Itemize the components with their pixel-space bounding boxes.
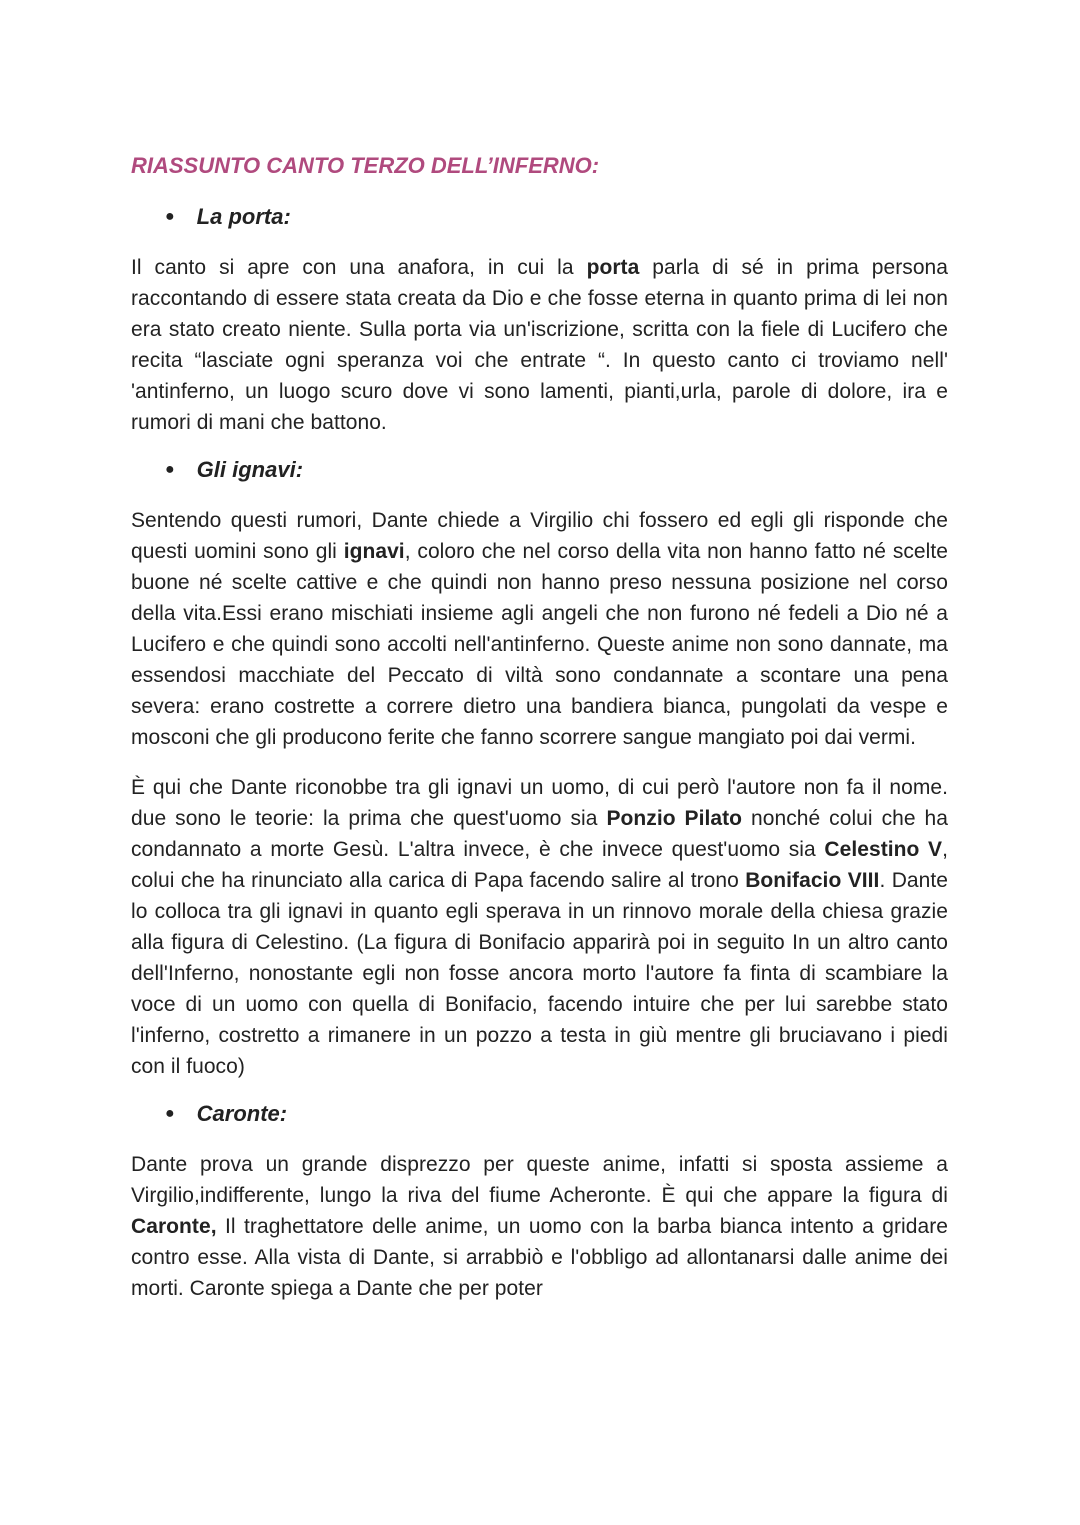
text-run: È qui che Dante riconobbe tra gli ignavi un uomo, di cui però l'autore non fa il nome. due sono le teorie: la prima che quest'uomo sia <box>131 776 948 830</box>
section-heading <box>165 201 948 232</box>
document-body <box>131 201 948 1304</box>
paragraph <box>131 252 948 438</box>
bullet-icon: ● <box>165 461 175 478</box>
bullet-icon: ● <box>165 208 175 225</box>
paragraph <box>131 1149 948 1304</box>
bold-text: Bonifacio VIII <box>745 869 880 892</box>
paragraph <box>131 505 948 753</box>
paragraph <box>131 772 948 1082</box>
text-run: Il traghettatore delle anime, un uomo con la barba bianca intento a gridare contro esse. Alla vista di Dante, si arrabbiò e l'obbligo ad allontanarsi dalle anime dei morti. Caronte spiega a Dante che per poter <box>131 1215 948 1300</box>
bold-text: ignavi <box>343 540 405 563</box>
bullet-icon: ● <box>165 1105 175 1122</box>
section-heading-label: La porta: <box>196 204 291 229</box>
text-run: Dante prova un grande disprezzo per queste anime, infatti si sposta assieme a Virgilio,indifferente, lungo la riva del fiume Acheronte. È qui che appare la figura di <box>131 1153 948 1207</box>
text-run: parla di sé in prima persona raccontando di essere stata creata da Dio e che fosse eterna in quanto prima di lei non era stato creato niente. Sulla porta via un'iscrizione, scritta con la fiele di Lucifero che recita “lasciate ogni speranza voi che entrate “. In questo canto ci troviamo nell' 'antinferno, un luogo scuro dove vi sono lamenti, pianti,urla, parole di dolore, ira e rumori di mani che battono. <box>131 256 949 434</box>
document-title: RIASSUNTO CANTO TERZO DELL’INFERNO: <box>131 153 600 178</box>
section-heading <box>165 454 948 485</box>
bold-text: Ponzio Pilato <box>606 807 743 830</box>
section-heading-label: Gli ignavi: <box>196 457 304 482</box>
text-run: , coloro che nel corso della vita non hanno fatto né scelte buone né scelte cattive e che quindi non hanno preso nessuna posizione nel corso della vita.Essi erano mischiati insieme agli angeli che non furono né fedeli a Dio né a Lucifero e che quindi sono accolti nell'antinferno. Queste anime non sono dannate, ma essendosi macchiate del Peccato di viltà sono condannate a scontare una pena severa: erano costrette a correre dietro una bandiera bianca, pungolati da vespe e mosconi che gli producono ferite che fanno scorrere sangue mangiato poi dai vermi. <box>131 540 948 749</box>
text-run: . Dante lo colloca tra gli ignavi in quanto egli sperava in un rinnovo morale della chiesa grazie alla figura di Celestino. (La figura di Bonifacio apparirà poi in seguito In un altro canto dell'Inferno, nonostante egli non fosse ancora morto l'autore fa finta di scambiare la voce di un uomo con quella di Bonifacio, facendo intuire che per lui sarebbe stato l'inferno, costretto a rimanere in un pozzo a testa in giù mentre gli bruciavano i piedi con il fuoco) <box>131 869 949 1078</box>
bold-text: Caronte, <box>131 1215 217 1238</box>
text-run: , colui che ha rinunciato alla carica di Papa facendo salire al trono <box>131 838 949 892</box>
section-heading <box>165 1098 948 1129</box>
text-run: nonché colui che ha condannato a morte Gesù. L'altra invece, è che invece quest'uomo sia <box>131 807 949 861</box>
bold-text: porta <box>586 256 640 279</box>
text-run: Il canto si apre con una anafora, in cui la <box>131 256 587 279</box>
bold-text: Celestino V <box>824 838 943 861</box>
section-heading-label: Caronte: <box>196 1101 288 1126</box>
document-page <box>131 150 948 1304</box>
text-run: Sentendo questi rumori, Dante chiede a Virgilio chi fossero ed egli gli risponde che questi uomini sono gli <box>131 509 948 563</box>
